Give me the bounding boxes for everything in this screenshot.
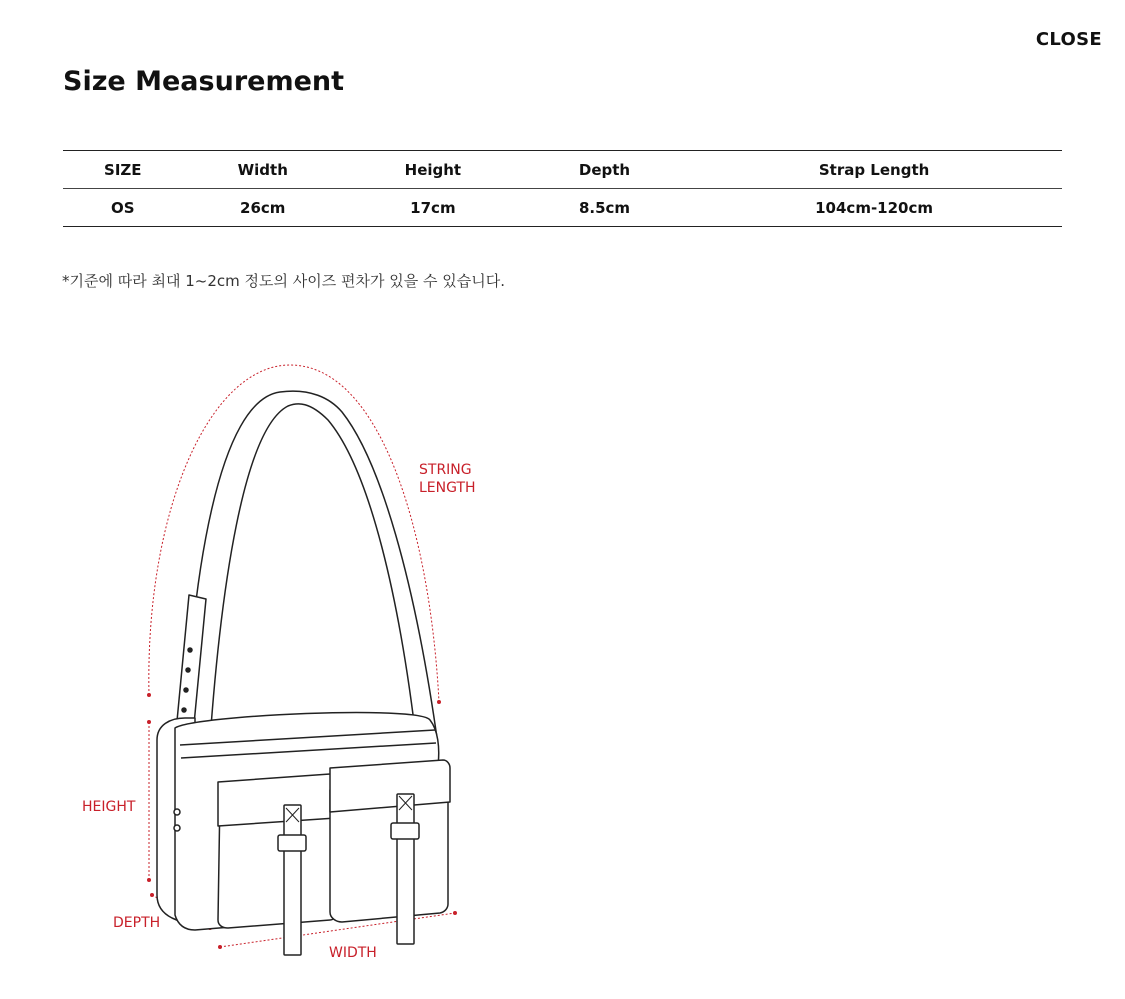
height-label: HEIGHT xyxy=(82,799,136,815)
table-header-row xyxy=(63,151,1062,189)
cell-strap-length: 104cm-120cm xyxy=(686,189,1062,227)
size-table xyxy=(63,150,1062,227)
right-pocket-strap-buckle xyxy=(391,823,419,839)
bag-drawing xyxy=(157,391,450,955)
string-length-label-line2: LENGTH xyxy=(419,480,476,496)
cell-size: OS xyxy=(63,189,183,227)
left-pocket-flap xyxy=(218,774,336,826)
cell-height: 17cm xyxy=(343,189,523,227)
width-label: WIDTH xyxy=(329,945,377,961)
bag-illustration xyxy=(60,350,520,970)
column-header-depth: Depth xyxy=(523,151,686,189)
right-pocket-strap xyxy=(397,794,414,944)
bag-measurement-diagram xyxy=(60,350,520,970)
table-row xyxy=(63,189,1062,227)
depth-label: DEPTH xyxy=(113,915,161,931)
size-deviation-note: *기준에 따라 최대 1~2cm 정도의 사이즈 편차가 있을 수 있습니다. xyxy=(62,272,505,290)
column-header-strap-length: Strap Length xyxy=(686,151,1062,189)
cell-depth: 8.5cm xyxy=(523,189,686,227)
right-pocket-flap xyxy=(330,760,450,812)
close-button[interactable]: CLOSE xyxy=(1035,29,1102,50)
cell-width: 26cm xyxy=(183,189,343,227)
column-header-height: Height xyxy=(343,151,523,189)
left-pocket-strap xyxy=(284,805,301,955)
string-length-label-line1: STRING xyxy=(419,462,472,478)
page-title: Size Measurement xyxy=(63,66,345,97)
column-header-size: SIZE xyxy=(63,151,183,189)
left-pocket-strap-buckle xyxy=(278,835,306,851)
column-header-width: Width xyxy=(183,151,343,189)
